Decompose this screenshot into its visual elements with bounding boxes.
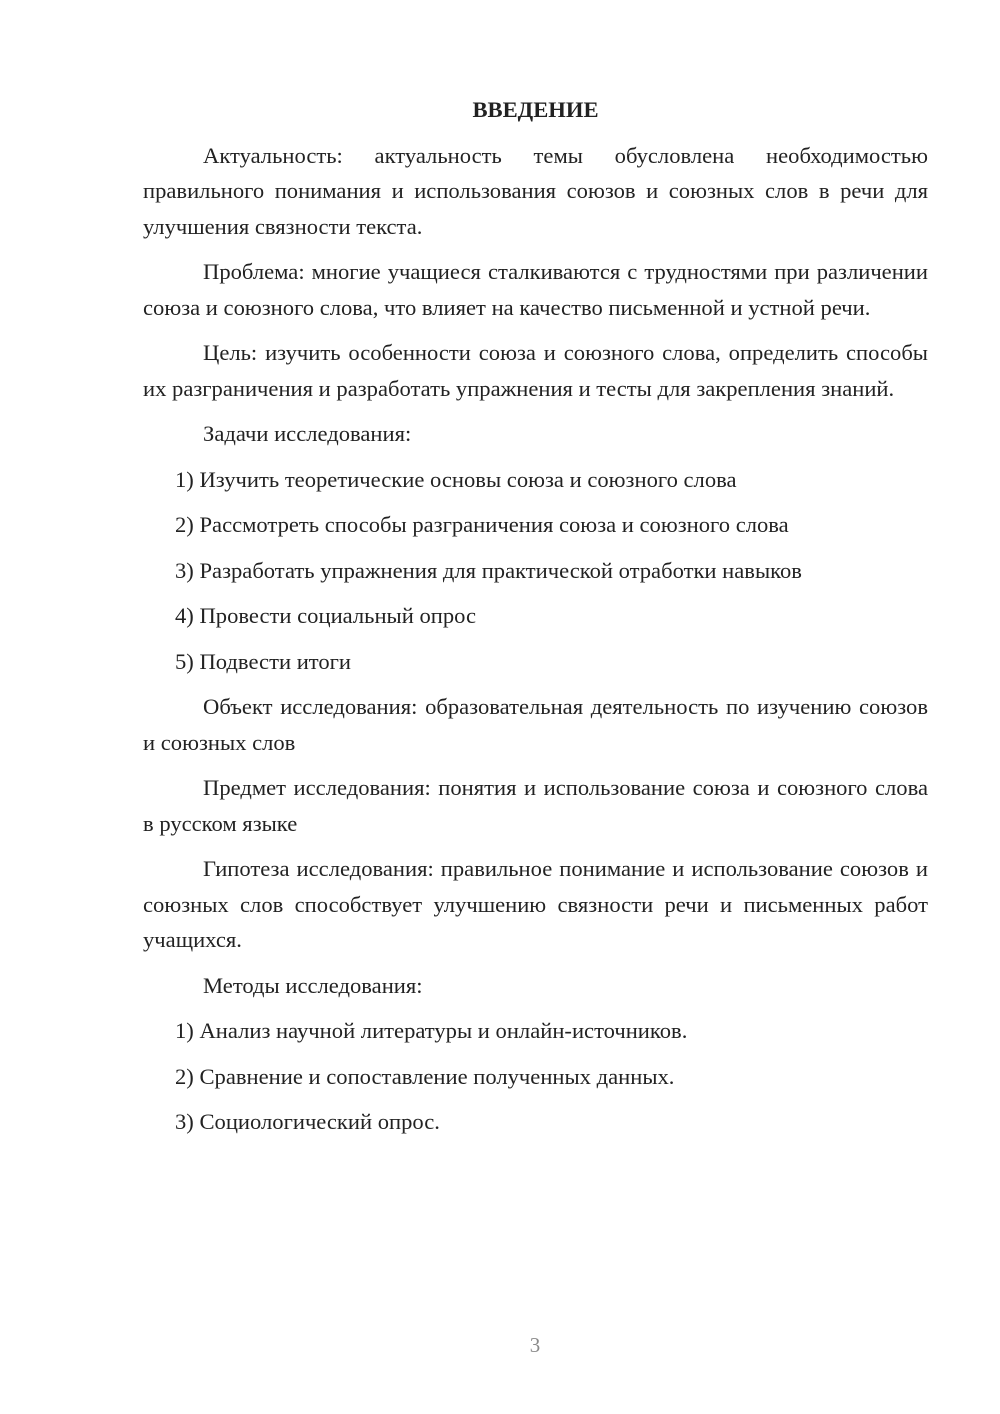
relevance-paragraph: Актуальность: актуальность темы обусловлена необходимостью правильного понимания и использования союзов и союзных слов в речи для улучшения связности текста. <box>143 142 928 239</box>
problem-paragraph: Проблема: многие учащиеся сталкиваются с трудностями при различении союза и союзного слова, что влияет на качество письменной и устной речи. <box>143 259 928 320</box>
goal-paragraph: Цель: изучить особенности союза и союзного слова, определить способы их разграничения и разработать упражнения и тесты для закрепления знаний. <box>143 340 928 401</box>
list-item: 1) Анализ научной литературы и онлайн-источников. <box>175 1018 688 1043</box>
body-text <box>143 92 928 1150</box>
subject-paragraph: Предмет исследования: понятия и использование союза и союзного слова в русском языке <box>143 775 928 836</box>
list-item: 3) Социологический опрос. <box>175 1109 440 1134</box>
page-title: ВВЕДЕНИЕ <box>472 97 599 122</box>
methods-heading: Методы исследования: <box>203 972 423 998</box>
hypothesis-paragraph: Гипотеза исследования: правильное понимание и использование союзов и союзных слов способствует улучшению связности речи и письменных работ учащихся. <box>143 856 928 952</box>
list-item: 5) Подвести итоги <box>175 648 352 674</box>
list-item: 1) Изучить теоретические основы союза и союзного слова <box>175 466 737 492</box>
page-number: 3 <box>529 1333 541 1357</box>
list-item: 4) Провести социальный опрос <box>175 603 477 628</box>
list-item: 2) Сравнение и сопоставление полученных данных. <box>175 1063 675 1089</box>
methods-list <box>143 1013 928 1140</box>
object-paragraph: Объект исследования: образовательная деятельность по изучению союзов и союзных слов <box>143 694 928 755</box>
list-item: 2) Рассмотреть способы разграничения союза и союзного слова <box>175 512 789 537</box>
tasks-heading: Задачи исследования: <box>203 421 412 446</box>
tasks-list <box>143 462 928 680</box>
list-item: 3) Разработать упражнения для практической отработки навыков <box>175 557 802 583</box>
